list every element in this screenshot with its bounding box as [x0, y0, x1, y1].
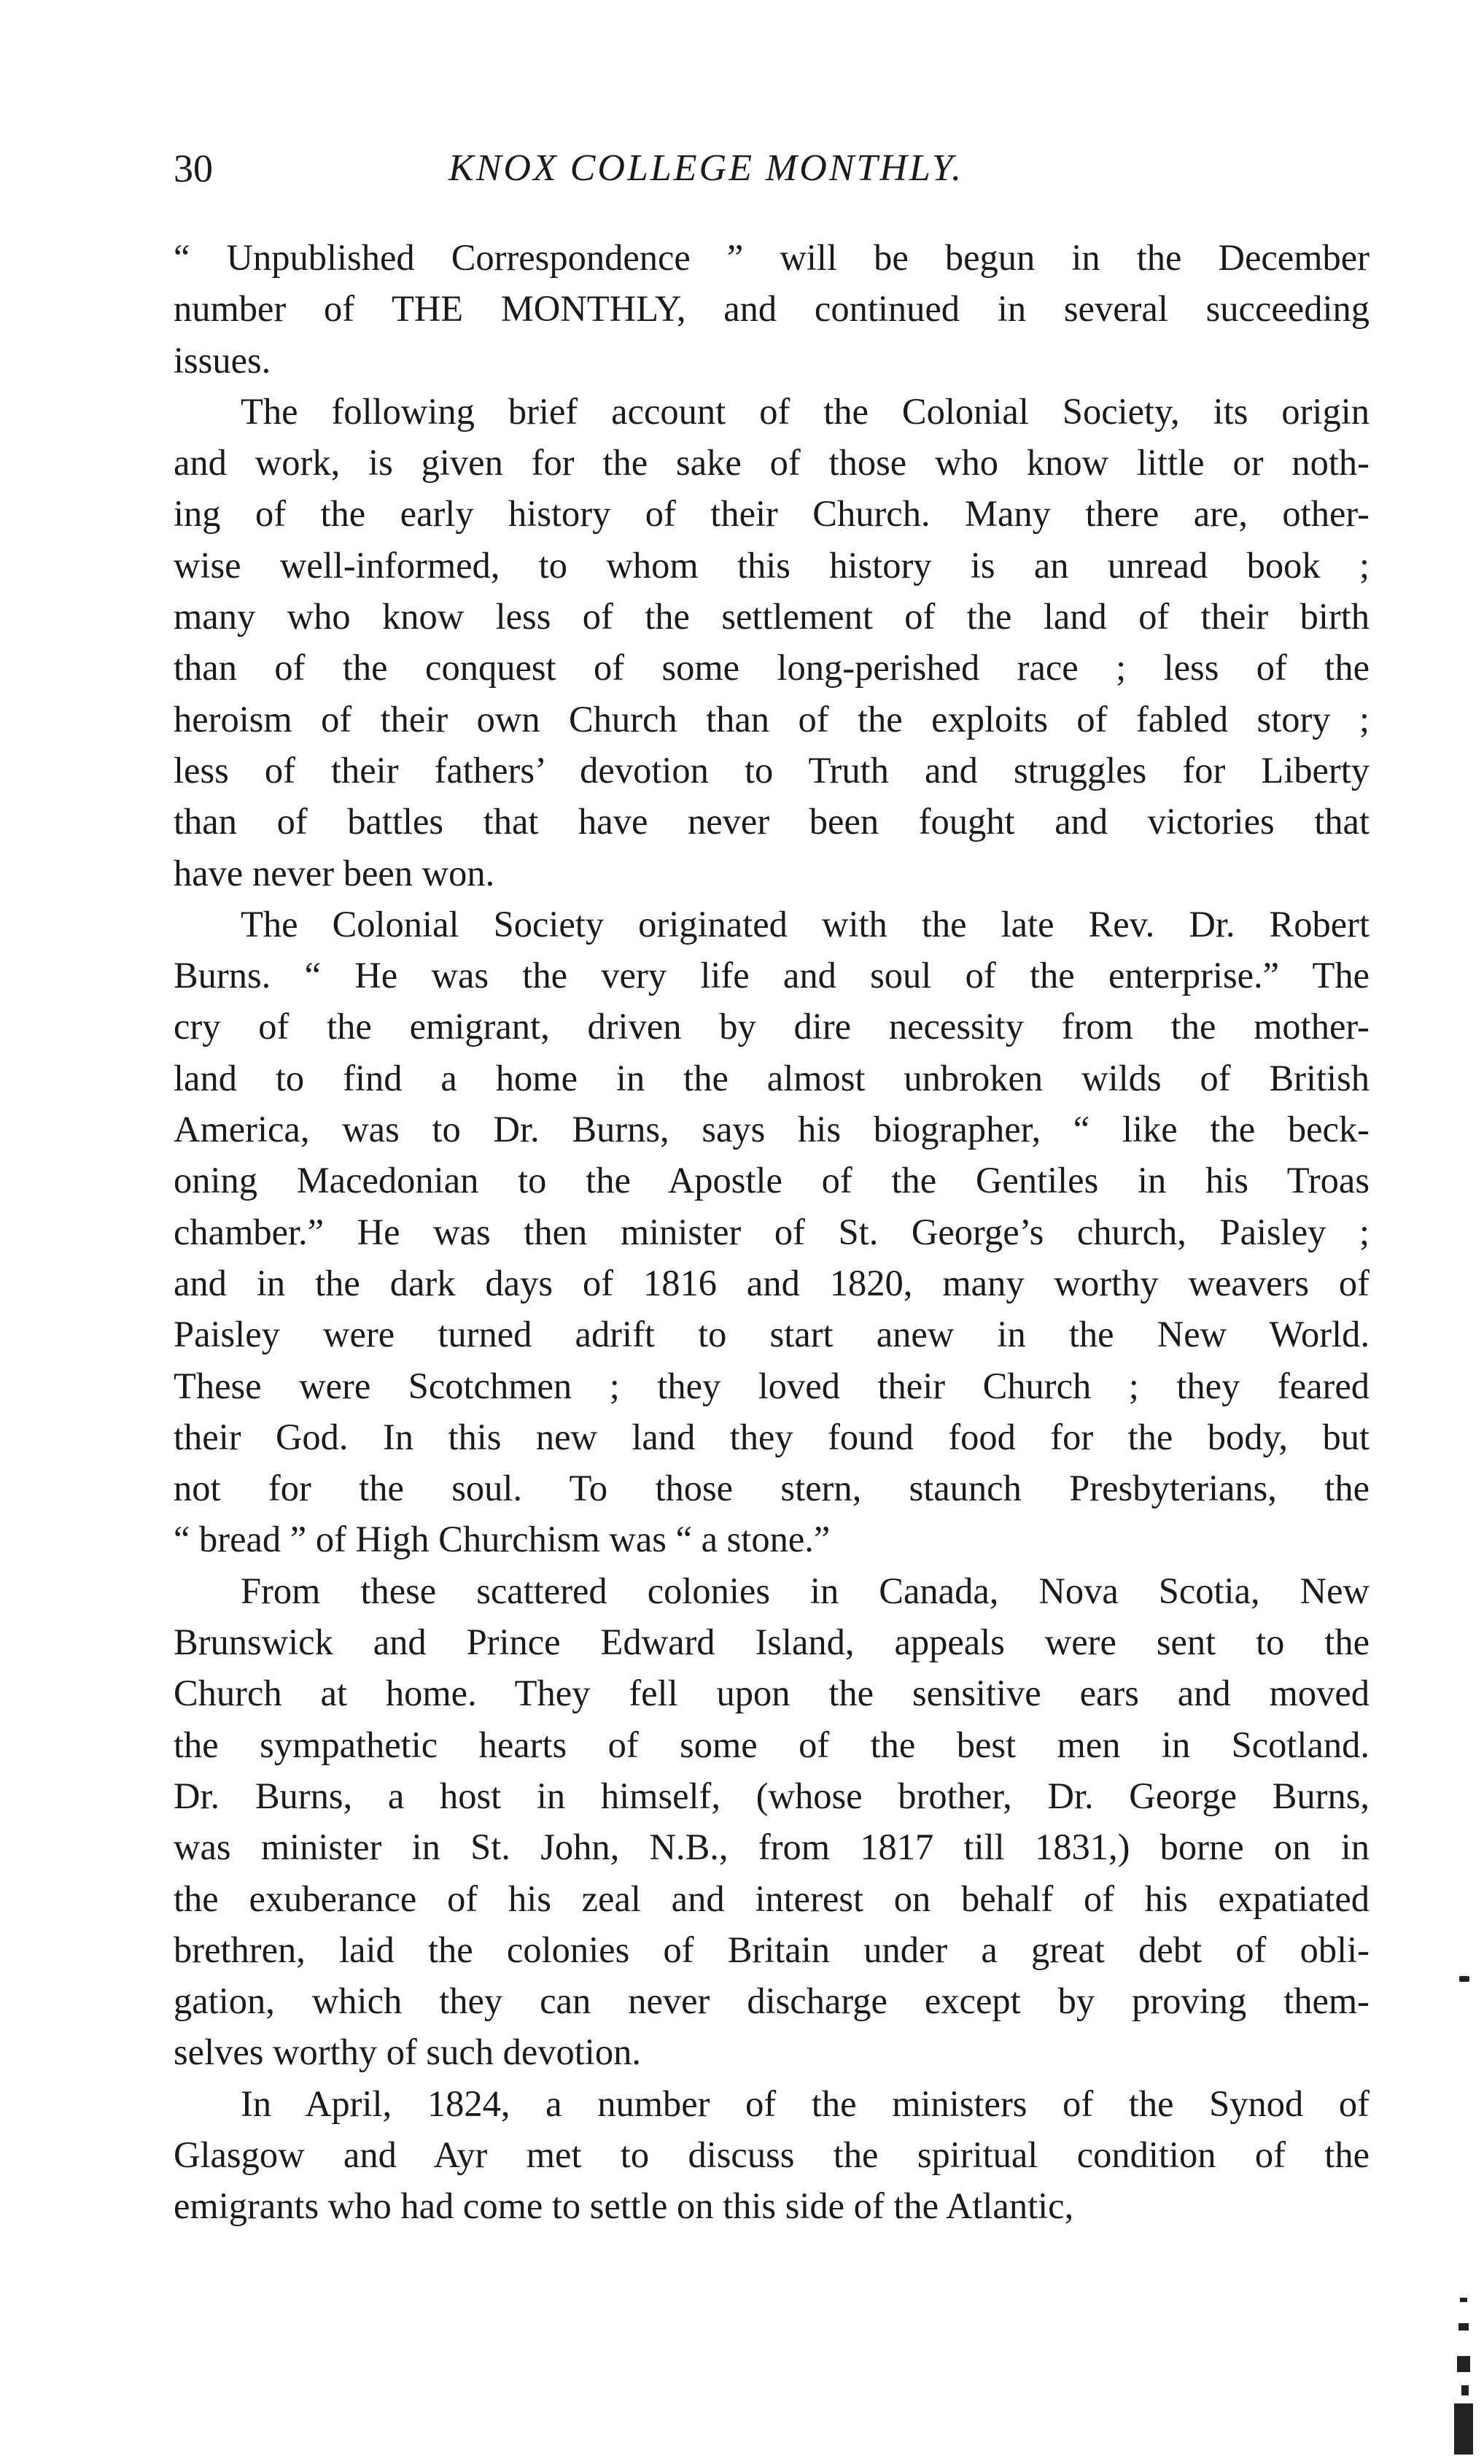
text-line: Glasgow and Ayr met to discuss the spiritual condition of the [174, 2134, 1370, 2175]
body-text [174, 232, 1370, 2232]
text-line: and in the dark days of 1816 and 1820, many worthy weavers of [174, 1262, 1370, 1303]
text-line: “ Unpublished Correspondence ” will be begun in the December [174, 237, 1370, 278]
paragraph [174, 386, 1370, 899]
page-number: 30 [174, 147, 213, 190]
paragraph [174, 1565, 1370, 2078]
text-line: was minister in St. John, N.B., from 1817 till 1831,) borne on in [174, 1826, 1370, 1868]
text-line: ing of the early history of their Church. Many there are, other- [174, 493, 1370, 535]
text-line: heroism of their own Church than of the exploits of fabled story ; [174, 698, 1370, 740]
text-line: than of battles that have never been fought and victories that [174, 801, 1370, 842]
scan-edge-mark [1461, 2385, 1469, 2395]
text-line: The Colonial Society originated with the late Rev. Dr. Robert [241, 903, 1370, 945]
running-title: KNOX COLLEGE MONTHLY. [448, 147, 963, 189]
text-line: selves worthy of such devotion. [174, 2031, 641, 2073]
text-line: oning Macedonian to the Apostle of the Gentiles in his Troas [174, 1160, 1370, 1201]
paragraph [174, 899, 1370, 1565]
text-line: Brunswick and Prince Edward Island, appeals were sent to the [174, 1622, 1370, 1663]
text-line: America, was to Dr. Burns, says his biographer, “ like the beck- [174, 1109, 1370, 1150]
scan-edge-mark [1460, 2298, 1467, 2302]
text-line: number of THE MONTHLY, and continued in several succeeding [174, 288, 1370, 330]
text-line: wise well-informed, to whom this history is an unread book ; [174, 544, 1370, 586]
text-line: the sympathetic hearts of some of the best men in Scotland. [174, 1724, 1370, 1765]
text-line: many who know less of the settlement of the land of their birth [174, 596, 1370, 638]
text-line: Church at home. They fell upon the sensitive ears and moved [174, 1673, 1370, 1714]
margin-mark [1459, 1976, 1469, 1982]
text-line: the exuberance of his zeal and interest on behalf of his expatiated [174, 1878, 1370, 1919]
paragraph [174, 2078, 1370, 2232]
text-line: have never been won. [174, 852, 495, 894]
text-line: brethren, laid the colonies of Britain under a great debt of obli- [174, 1929, 1370, 1970]
text-line: their God. In this new land they found food for the body, but [174, 1416, 1370, 1457]
text-line: cry of the emigrant, driven by dire necessity from the mother- [174, 1006, 1370, 1047]
scan-edge-mark [1454, 2403, 1473, 2455]
text-line: gation, which they can never discharge except by proving them- [174, 1980, 1370, 2022]
page-header [174, 143, 1370, 194]
text-line: less of their fathers’ devotion to Truth and struggles for Liberty [174, 749, 1370, 791]
paragraph [174, 232, 1370, 386]
text-line: “ bread ” of High Churchism was “ a stone.” [174, 1519, 831, 1560]
text-line: chamber.” He was then minister of St. George’s church, Paisley ; [174, 1211, 1370, 1252]
text-line: From these scattered colonies in Canada, Nova Scotia, New [241, 1570, 1370, 1611]
text-line: land to find a home in the almost unbroken wilds of British [174, 1057, 1370, 1099]
text-line: Burns. “ He was the very life and soul of the enterprise.” The [174, 955, 1370, 996]
text-line: These were Scotchmen ; they loved their Church ; they feared [174, 1365, 1370, 1406]
text-line: issues. [174, 339, 271, 381]
text-line: not for the soul. To those stern, staunch Presbyterians, the [174, 1468, 1370, 1509]
text-line: Dr. Burns, a host in himself, (whose brother, Dr. George Burns, [174, 1775, 1370, 1816]
scan-edge-mark [1458, 2323, 1469, 2331]
text-line: The following brief account of the Colonial Society, its origin [241, 390, 1370, 432]
text-line: than of the conquest of some long-perished race ; less of the [174, 647, 1370, 689]
text-line: and work, is given for the sake of those who know little or noth- [174, 442, 1370, 484]
scan-edge-mark [1457, 2356, 1470, 2372]
text-line: In April, 1824, a number of the ministers of the Synod of [241, 2083, 1370, 2124]
text-line: Paisley were turned adrift to start anew in the New World. [174, 1314, 1370, 1355]
text-line: emigrants who had come to settle on this side of the Atlantic, [174, 2185, 1074, 2227]
